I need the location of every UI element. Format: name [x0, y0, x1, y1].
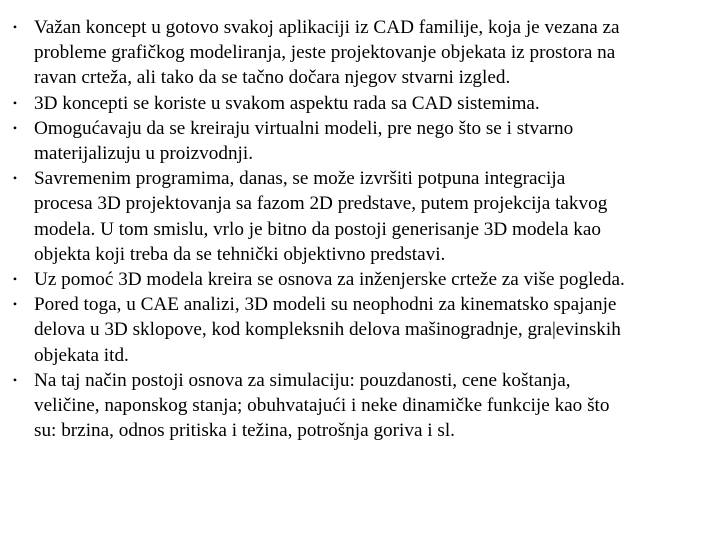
bullet-item [8, 368, 712, 444]
bullet-item [8, 15, 712, 91]
bullet-dot-icon: • [12, 272, 18, 287]
bullet-list [8, 15, 712, 443]
bullet-dot-icon: • [12, 120, 18, 135]
bullet-item [8, 116, 712, 166]
bullet-text: Pored toga, u CAE analizi, 3D modeli su neophodni za kinematsko spajanje delova u 3D sklopove, kod kompleksnih delova mašinogradnje, gra|evinskih objekata itd. [34, 294, 621, 366]
bullet-dot-icon: • [12, 95, 18, 110]
bullet-item [8, 267, 712, 292]
bullet-dot-icon: • [12, 372, 18, 387]
bullet-dot-icon: • [12, 20, 18, 34]
bullet-item [8, 91, 712, 116]
bullet-text: Omogućavaju da se kreiraju virtualni modeli, pre nego što se i stvarno materijalizuju u proizvodnji. [34, 117, 574, 165]
bullet-item [8, 292, 712, 368]
bullet-text: Uz pomoć 3D modela kreira se osnova za inženjerske crteže za više pogleda. [34, 269, 625, 291]
bullet-text: Važan koncept u gotovo svakoj aplikaciji iz CAD familije, koja je vezana za probleme grafičkog modeliranja, jeste projektovanje objekata iz prostora na ravan crteža, ali tako da se tačno dočara njegov stvarni izgled. [34, 17, 620, 89]
bullet-text: 3D koncepti se koriste u svakom aspektu rada sa CAD sistemima. [34, 92, 540, 114]
bullet-dot-icon: • [12, 171, 18, 186]
bullet-item [8, 166, 712, 267]
bullet-text: Savremenim programima, danas, se može izvršiti potpuna integracija procesa 3D projektovanja sa fazom 2D predstave, putem projekcija takvog modela. U tom smislu, vrlo je bitno da postoji generisanje 3D modela kao objekta koji treba da se tehnički objektivno predstavi. [34, 168, 608, 265]
bullet-text: Na taj način postoji osnova za simulaciju: pouzdanosti, cene koštanja, veličine, naponskog stanja; obuhvatajući i neke dinamičke funkcije kao što su: brzina, odnos pritiska i težina, potrošnja goriva i sl. [34, 369, 610, 442]
bullet-dot-icon: • [12, 297, 18, 312]
